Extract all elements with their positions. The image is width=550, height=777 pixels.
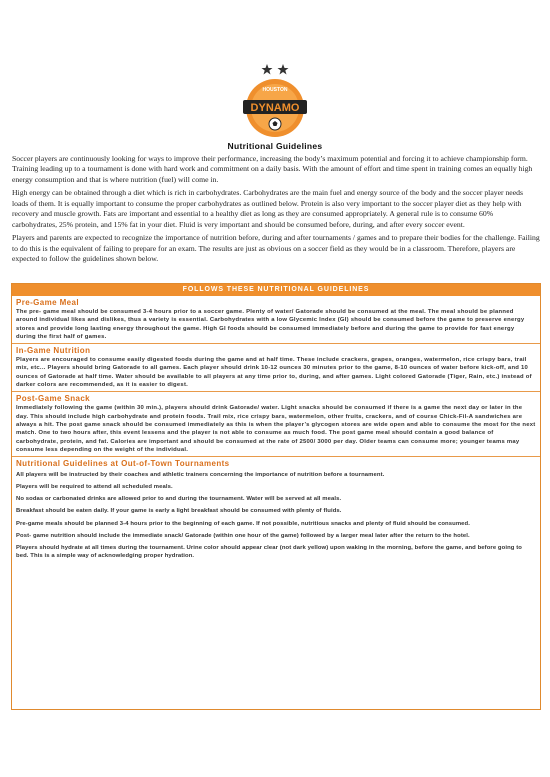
ingame-section — [12, 344, 540, 392]
houston-dynamo-logo — [0, 62, 550, 138]
section-body: Players are encouraged to consume easily digested foods during the game and at half time. These include crackers, grapes, oranges, watermelon, rice crispy bars, trail mix, etc... Players should bring Gatorade to all games. Each player should drink 10-12 ounces 30 minutes prior to the game, 8-10 ounces of water before kick-off, and 10 ounces of Gatorade at half time. Water should be available to all players at any time prior to, during, and after games. Light colored Gatorade (Tiger, Rain, etc.) instead of darker colors are recommended, as it is easier to digest. — [16, 357, 532, 389]
guideline-item: Breakfast should be eaten daily. If your game is early a light breakfast should be consumed with plenty of fluids. — [16, 508, 342, 515]
page-title: Nutritional Guidelines — [227, 141, 323, 151]
guideline-item: No sodas or carbonated drinks are allowed prior to and during the tournament. Water will be served at all meals. — [16, 496, 342, 503]
logo-crest-icon — [239, 62, 311, 138]
guideline-item: All players will be instructed by their coaches and athletic trainers concerning the importance of nutrition before a tournament. — [16, 472, 385, 479]
guidelines-header: FOLLOWS THESE NUTRITIONAL GUIDELINES — [12, 284, 540, 296]
postgame-section — [12, 392, 540, 457]
intro-text — [12, 154, 540, 268]
guideline-item: Players should hydrate at all times during the tournament. Urine color should appear clear (not dark yellow) upon waking in the morning, before the game, and before going to bed. This is a simple way of acknowledging proper hydration. — [16, 544, 522, 559]
logo-text-top: HOUSTON — [262, 87, 288, 93]
intro-paragraph: High energy can be obtained through a diet which is rich in carbohydrates. Carbohydrates are the main fuel and energy source of the body and the soccer player needs loads of them. It is equally important to consume the proper carbohydrates as outlined below. Protein is also very important to the soccer player diet as they help with recovery and muscle growth. Fats are important and essential to a healthy diet as long as they are consumed appropriately. A general rule is to consume 60% carbohydrates, 25% protein, and 15% fat in your diet. Fluid is very important and should be consumed before, during, and after every soccer event. — [12, 188, 523, 229]
intro-paragraph: Soccer players are continuously looking for ways to improve their performance, increasing the body’s maximum potential and forcing it to achieve championship form. Training leading up to a tournament is done with hard work and commitment on a daily basis. With the amount of effort and time spent in training comes an equally high energy consumption and that is where nutrition (fuel) will come in. — [12, 154, 533, 184]
section-body: Immediately following the game (within 30 min.), players should drink Gatorade/ water. Light snacks should be consumed if there is a game the next day or later in the day. This should include high carbohydrate and protein foods. Trail mix, rice crispy bars, watermelon, other fruits, crackers, and of course Chick-Fil-A sandwiches are always a hit. The post game snack should be consumed immediately as this is when the player’s glycogen stores are wide open and able to consume the most for the next match. One to two hours after, this event lessens and the player is not able to consume as much food. The post game meal should contain a good balance of carbohydrate, protein, and fat. Calories are important and should be consumed at the rate of 2500/ 3000 per day. Older teams can consume more; younger teams may consume less depending on the weight of the individual. — [16, 405, 536, 453]
section-title: Nutritional Guidelines at Out-of-Town Tournaments — [16, 459, 230, 469]
guideline-item: Post- game nutrition should include the immediate snack/ Gatorade (within one hour of the game) followed by a larger meal later after the return to the hotel. — [16, 532, 470, 539]
pregame-section — [12, 296, 540, 344]
logo-text-main: DYNAMO — [250, 102, 300, 114]
intro-paragraph: Players and parents are expected to recognize the importance of nutrition before, during and after tournaments / games and to prepare their bodies for the challenge. Failing to do this is the equivalent of failing to prepare for an exam. The results are just as obvious on a soccer field as they would be in a classroom. Therefore, players are expected to follow the guidelines shown below. — [12, 233, 540, 264]
section-title: In-Game Nutrition — [16, 346, 91, 356]
guideline-item: Players will be required to attend all scheduled meals. — [16, 484, 173, 491]
star-icon — [262, 64, 273, 75]
guideline-item: Pre-game meals should be planned 3-4 hours prior to the beginning of each game. If not possible, nutritious snacks and plenty of fluid should be consumed. — [16, 520, 470, 527]
section-title: Pre-Game Meal — [16, 298, 80, 307]
section-title: Post-Game Snack — [16, 394, 91, 404]
star-icon — [278, 64, 289, 75]
guidelines-box — [11, 283, 541, 710]
section-body: The pre- game meal should be consumed 3-4 hours prior to a soccer game. Plenty of water/ Gatorade should be consumed at the meal. The meal should be planned around individual likes and dislikes, thus a variety is essential. Carbohydrates with a low Glycemic Index (GI) should be consumed before the game to preserve energy stores and provide long lasting energy throughout the game. High GI foods should be consumed immediately before and during the game to provide for fast energy during the first half of games. — [16, 309, 525, 340]
outoftown-section — [12, 457, 540, 566]
